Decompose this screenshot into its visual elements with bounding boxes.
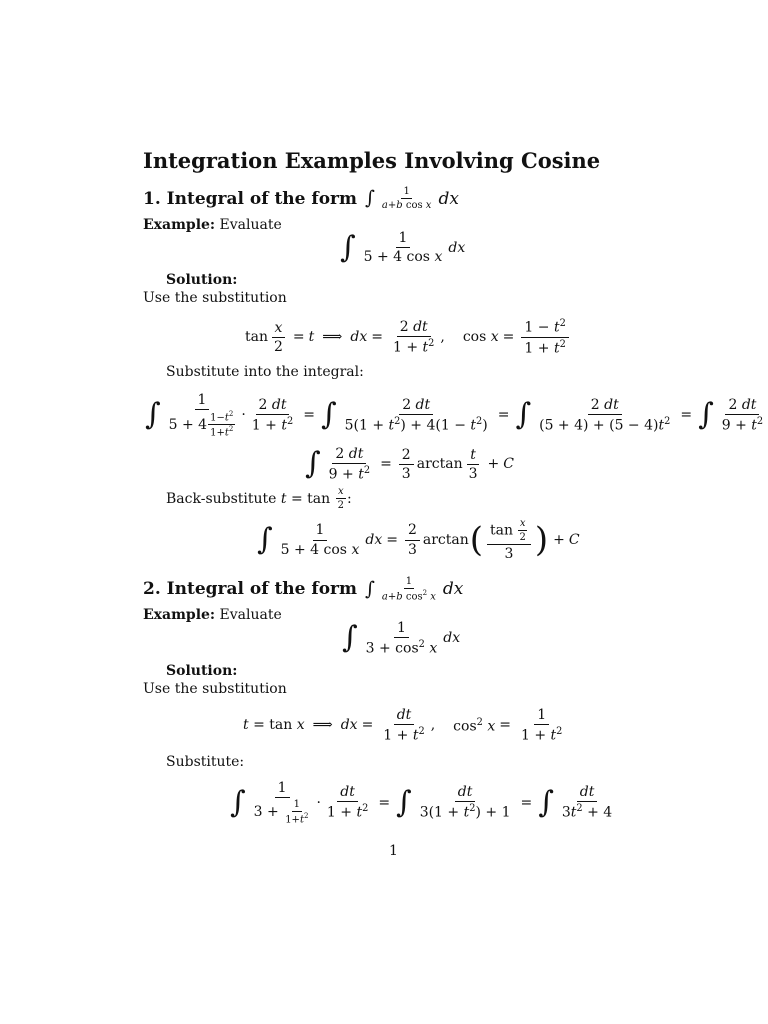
- section-2-heading: 2. Integral of the form ∫ $\frac{1}{a+b \cos^2 x}$ dx: [143, 576, 464, 603]
- section-1-heading-formula: ∫ $\frac{1}{\text{a+b cos x}}$ dx: [365, 186, 459, 211]
- final-result-1: ∫ $\frac{1}{\text{5 + 4 cos x}}$ dx = $\frac{2}{3}$ arctan ( tan $\frac{x}{2}$ 3 ) + C: [257, 518, 580, 562]
- substitute-into-text: Substitute into the integral:: [166, 364, 364, 380]
- section-1-heading: 1. Integral of the form ∫ $\frac{1}{\text{a+b cos x}}$ dx: [143, 186, 459, 211]
- substitution-2-formula: t = tan x ⟹ dx = $\frac{dt}{1 + t^2}$ , $\cos^2 x$ = $\frac{1}{1 + t^2}$: [243, 707, 563, 744]
- example-2-line: Example: Evaluate: [143, 607, 282, 623]
- arctan-result-1: ∫ $\frac{2 dt}{9 + t^2}$ = $\frac{2}{3}$ arctan $\frac{t}{3}$ + C: [305, 446, 514, 483]
- example-1-integral: ∫ $\frac{1}{\text{5 + 4 cos x}}$ dx: [340, 229, 466, 266]
- solution-2-substitution-text: Use the substitution: [143, 681, 287, 697]
- substitution-1-formula: tan $\frac{x}{2}$ = t ⟹ dx = $\frac{2 dt}{1 + t^2}$ , cos x = $\frac{1 - t^2}{1 + t^2}$: [245, 318, 572, 357]
- section-2-heading-formula: ∫ $\frac{1}{a+b \cos^2 x}$ dx: [365, 576, 464, 603]
- substitute-text-2: Substitute:: [166, 754, 245, 770]
- substitution-chain-2: ∫ 1 3 + $\frac{1}{1+t^2}$ · $\frac{dt}{1 + t^2}$ = ∫ $\frac{dt}{3(1 + t^2) + 1}$ = ∫ $\frac{dt}{3t^2 + 4}$: [230, 780, 613, 826]
- solution-2-label: Solution:: [166, 663, 238, 679]
- back-substitute-line: Back-substitute t = tan $\frac{x}{2}$ :: [166, 486, 352, 511]
- example-2-integral: ∫ $\frac{1}{3 + \cos^2 x}$ dx: [342, 620, 461, 657]
- document-title: Integration Examples Involving Cosine: [143, 148, 601, 173]
- solution-1-label: Solution:: [166, 272, 238, 288]
- example-1-line: Example: Evaluate: [143, 217, 282, 233]
- solution-1-substitution-text: Use the substitution: [143, 290, 287, 306]
- substitution-chain-1: ∫ 1 5 + 4 $\frac{1-t^2}{1+t^2}$ · $\frac{2 dt}{1 + t^2}$ = ∫ $\frac{2 dt}{5(1 + t^2) + 4(1 - t^2)}$ = ∫ $\frac{2 dt}{(5 + 4) + (5 - 4)t^2}$ = ∫ $\frac{2 dt}{9 + t^2}$: [145, 392, 764, 439]
- page-number: 1: [389, 843, 398, 859]
